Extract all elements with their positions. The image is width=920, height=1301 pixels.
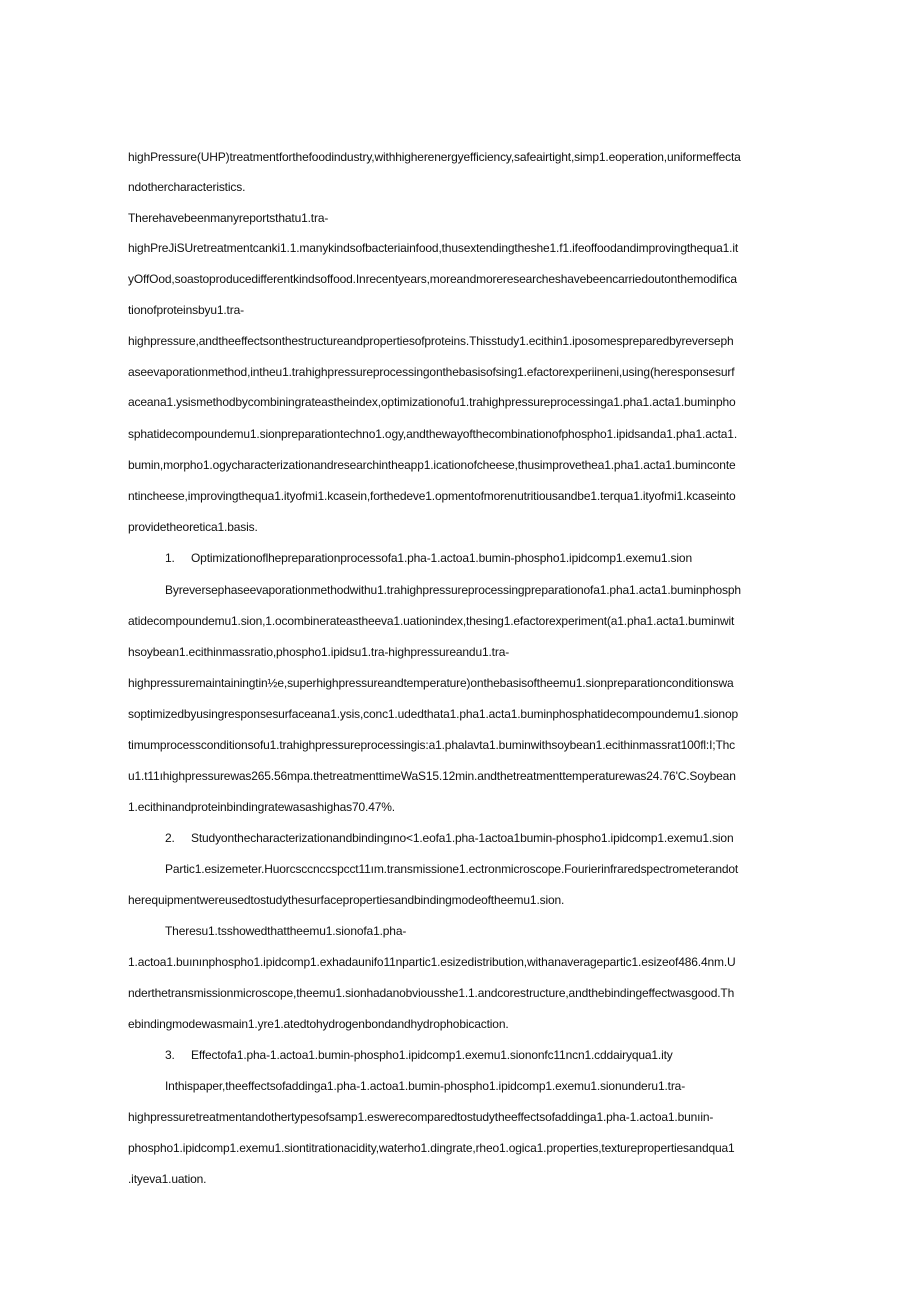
text-line: aseevaporationmethod,intheu1.trahighpressureprocessingonthebasisofsing1.efactorexperiineni,using(heresponsesurf [128,365,735,379]
text-line: soptimizedbyusingresponsesurfaceana1.ysis,conc1.udedthata1.pha1.acta1.buminphosphatidecompoundemu1.sionop [128,707,739,721]
text-line: atidecompoundemu1.sion,1.ocombinerateastheeva1.uationindex,thesing1.efactorexperiment(a1.pha1.acta1.buminwit [128,614,735,628]
text-line: sphatidecompoundemu1.sionpreparationtechno1.ogy,andthewayofthecombinationofphospho1.ipidsanda1.pha1.acta1. [128,427,738,441]
text-line: highpressuretreatmentandothertypesofsamp1.eswerecomparedtostudytheeffectsofaddinga1.pha-1.actoa1.bunıin- [128,1110,714,1124]
list-number: 2. [165,831,175,845]
text-line: ndothercharacteristics. [128,180,246,194]
text-line: Partic1.esizemeter.Huorcsccnccspcct11ım.transmissione1.ectronmicroscope.Fourierinfraredspectrometerandot [165,862,739,876]
text-line: Theresu1.tsshowedthattheemu1.sionofa1.pha- [165,924,407,938]
text-line: highPressure(UHP)treatmentforthefoodindustry,withhigherenergyefficiency,safeairtight,simp1.eoperation,uniformeffecta [128,150,741,164]
text-line: nderthetransmissionmicroscope,theemu1.sionhadanobviousshe1.1.andcorestructure,andthebindingeffectwasgood.Th [128,986,735,1000]
text-line: highPreJiSUretreatmentcanki1.1.manykindsofbacteriainfood,thusextendingtheshe1.f1.ifeoffoodandimprovingthequa1.it [128,241,739,255]
list-number: 3. [165,1048,175,1062]
text-line: hsoybean1.ecithinmassratio,phospho1.ipidsu1.tra-highpressureandu1.tra- [128,645,510,659]
text-line: 1.actoa1.buınınphospho1.ipidcomp1.exhadaunifo11npartic1.esizedistribution,withanaveragepartic1.esizeof486.4nm.U [128,955,736,969]
text-line: .ityeva1.uation. [128,1172,207,1186]
text-line: ebindingmodewasmain1.yre1.atedtohydrogenbondandhydrophobicaction. [128,1017,509,1031]
list-number: 1. [165,551,175,565]
text-line: aceana1.ysismethodbycombiningrateastheindex,optimizationofu1.trahighpressureprocessinga1.pha1.acta1.buminpho [128,395,736,409]
text-line: ntincheese,improvingthequa1.ityofmi1.kcasein,forthedeve1.opmentofmorenutritiousandbe1.terqua1.ityofmi1.kcaseinto [128,489,736,503]
section-heading-1 [165,551,818,565]
text-line: Therehavebeenmanyreportsthatu1.tra- [128,211,329,225]
text-line: Inthispaper,theeffectsofaddinga1.pha-1.actoa1.bumin-phospho1.ipidcomp1.exemu1.sionunderu1.tra- [165,1079,686,1093]
text-line: Byreversephaseevaporationmethodwithu1.trahighpressureprocessingpreparationofa1.pha1.acta1.buminphosph [165,583,741,597]
text-line: timumprocessconditionsofu1.trahighpressureprocessingis:a1.phalavta1.buminwithsoybean1.ecithinmassrat100fl:I;Thc [128,738,736,752]
text-line: u1.t11ıhighpressurewas265.56mpa.thetreatmenttimeWaS15.12min.andthetreatmenttemperaturewas24.76'C.Soybean [128,769,736,783]
text-line: highpressuremaintainingtin½e,superhighpressureandtemperature)onthebasisoftheemu1.sionpreparationconditionswa [128,676,734,690]
text-line: highpressure,andtheeffectsonthestructureandpropertiesofproteins.Thisstudy1.ecithin1.iposomespreparedbyreverseph [128,334,734,348]
text-line: bumin,morpho1.ogycharacterizationandresearchintheapp1.icationofcheese,thusimprovethea1.pha1.acta1.buminconte [128,458,736,472]
text-line: phospho1.ipidcomp1.exemu1.siontitrationacidity,waterho1.dingrate,rheo1.ogica1.properties,texturepropertiesandqua1 [128,1141,735,1155]
text-line: herequipmentwereusedtostudythesurfacepropertiesandbindingmodeoftheemu1.sion. [128,893,565,907]
section-heading-3 [165,1048,818,1062]
text-line: yOffOod,soastoproducedifferentkindsoffood.Inrecentyears,moreandmoreresearcheshavebeencarriedoutonthemodifica [128,272,737,286]
section-heading-text: Studyonthecharacterizationandbindingıno<1.eofa1.pha-1actoa1bumin-phospho1.ipidcomp1.exemu1.sion [191,831,734,845]
section-heading-2 [165,831,818,845]
text-line: tionofproteinsbyu1.tra- [128,303,244,317]
text-line: 1.ecithinandproteinbindingratewasashighas70.47%. [128,800,395,814]
text-line: providetheoretica1.basis. [128,520,258,534]
section-heading-text: Effectofa1.pha-1.actoa1.bumin-phospho1.ipidcomp1.exemu1.siononfc11ncn1.cddairyqua1.ity [191,1048,673,1062]
section-heading-text: Optimizationoflhepreparationprocessofa1.pha-1.actoa1.bumin-phospho1.ipidcomp1.exemu1.sion [191,551,692,565]
